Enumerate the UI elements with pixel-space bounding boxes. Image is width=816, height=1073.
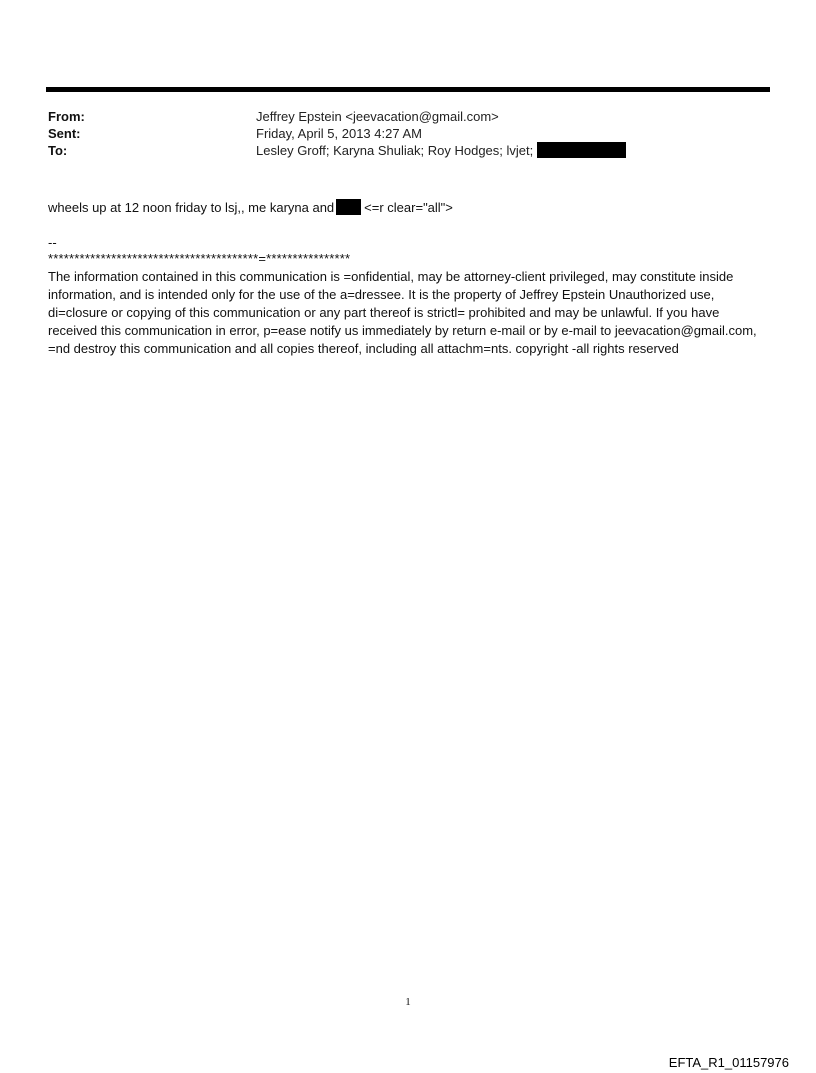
to-label: To: — [48, 143, 68, 158]
to-value-wrap — [256, 142, 626, 159]
email-header — [48, 108, 768, 159]
from-label: From: — [48, 109, 85, 124]
to-value: Lesley Groff; Karyna Shuliak; Roy Hodges; lvjet; — [256, 143, 534, 158]
redaction-box — [537, 142, 626, 158]
redaction-box — [336, 199, 361, 215]
page-number: 1 — [405, 996, 411, 1008]
document-id: EFTA_R1_01157976 — [668, 1055, 789, 1070]
signature-separator: -- — [48, 235, 57, 250]
to-row — [48, 142, 768, 159]
sent-row — [48, 125, 768, 142]
email-body — [48, 199, 453, 216]
body-text-tail: <=r clear="all"> — [364, 200, 453, 215]
asterisk-divider: ****************************************=**************** — [48, 251, 351, 266]
from-row — [48, 108, 768, 125]
body-text: wheels up at 12 noon friday to lsj,, me karyna and — [48, 200, 335, 215]
header-divider — [46, 87, 770, 92]
sent-value: Friday, April 5, 2013 4:27 AM — [256, 126, 422, 141]
sent-label: Sent: — [48, 126, 81, 141]
confidentiality-disclaimer: The information contained in this communication is =onfidential, may be attorney-client privileged, may constitute inside information, and is intended only for the use of the a=dressee. It is the property of Jeffrey Epstein Unauthorized use, di=closure or copying of this communication or any part thereof is strictl= prohibited and may be unlawful. If you have received this communication in error, p=ease notify us immediately by return e-mail or by e-mail to jeevacation@gmail.com, =nd destroy this communication and all copies thereof, including all attachm=nts. copyright -all rights reserved — [48, 269, 757, 356]
from-value: Jeffrey Epstein <jeevacation@gmail.com> — [256, 109, 499, 124]
